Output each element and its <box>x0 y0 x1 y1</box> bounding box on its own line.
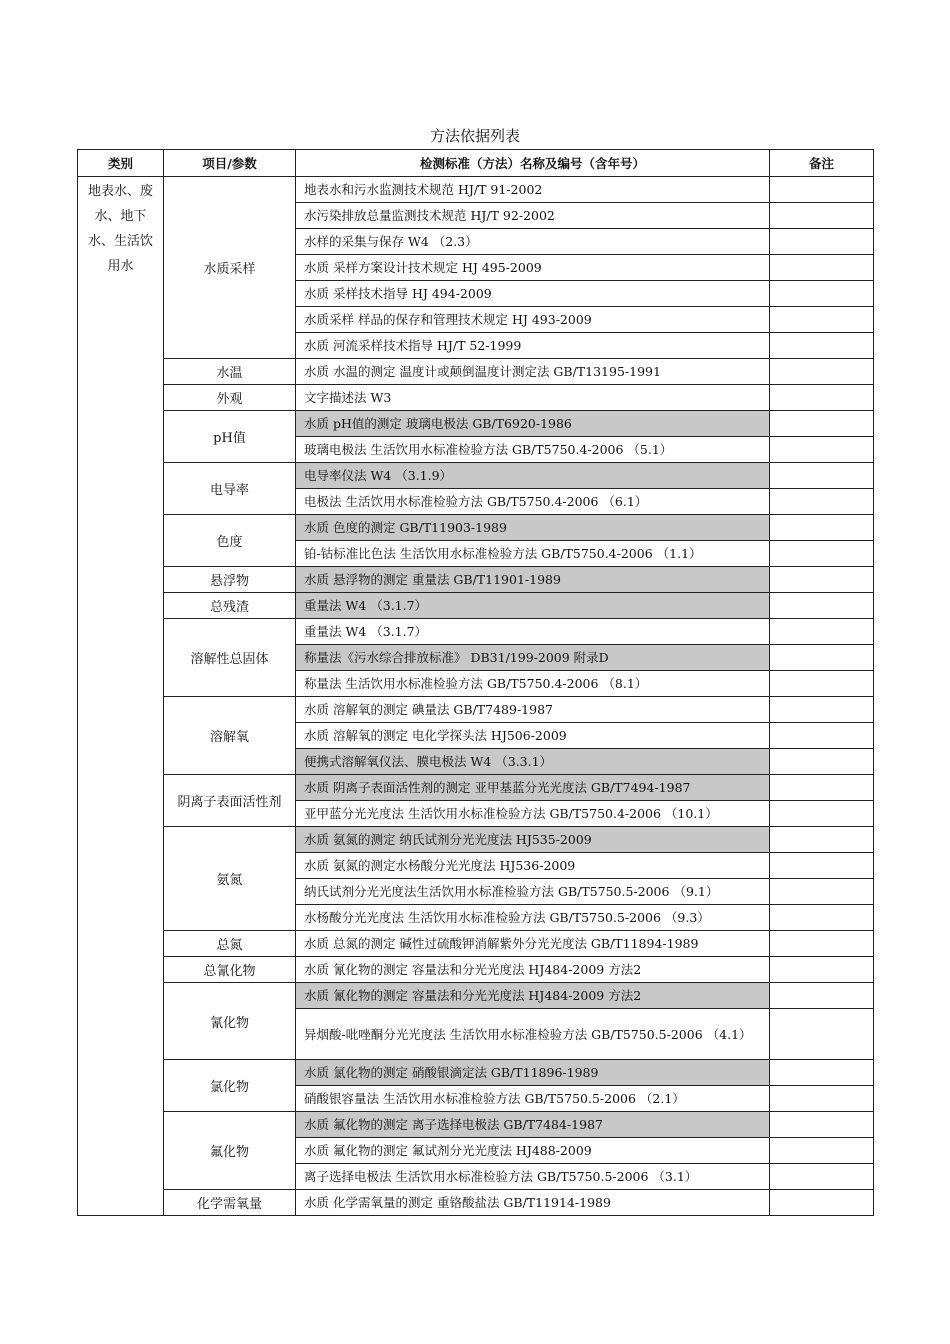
standard-cell <box>296 1190 770 1216</box>
standard-cell <box>296 1112 770 1138</box>
parameter-cell: 溶解性总固体 <box>164 619 296 697</box>
table-row <box>78 1190 874 1216</box>
standard-cell <box>296 931 770 957</box>
standard-text: 水质 悬浮物的测定 重量法 GB/T11901-1989 <box>304 572 561 587</box>
note-cell <box>770 515 874 541</box>
standard-cell <box>296 307 770 333</box>
note-cell <box>770 879 874 905</box>
parameter-cell: 外观 <box>164 385 296 411</box>
standard-cell <box>296 177 770 203</box>
table-row <box>78 931 874 957</box>
parameter-cell: 阴离子表面活性剂 <box>164 775 296 827</box>
standard-text: 水质 水温的测定 温度计或颠倒温度计测定法 GB/T13195-1991 <box>304 364 661 379</box>
header-standard: 检测标准（方法）名称及编号（含年号） <box>296 150 770 177</box>
parameter-cell: 溶解氧 <box>164 697 296 775</box>
table-row <box>78 697 874 723</box>
table-row <box>78 619 874 645</box>
note-cell <box>770 957 874 983</box>
standard-cell <box>296 775 770 801</box>
standard-text: 亚甲蓝分光光度法 生活饮用水标准检验方法 GB/T5750.4-2006 （10.1） <box>304 806 718 821</box>
note-cell <box>770 1138 874 1164</box>
header-note: 备注 <box>770 150 874 177</box>
note-cell <box>770 853 874 879</box>
standard-text: 水质 氰化物的测定 容量法和分光光度法 HJ484-2009 方法2 <box>304 988 642 1003</box>
standard-text: 异烟酸-吡唑酮分光光度法 生活饮用水标准检验方法 GB/T5750.5-2006 （4.1） <box>304 1026 752 1042</box>
table-row <box>78 1112 874 1138</box>
standard-text: 水质 采样技术指导 HJ 494-2009 <box>304 286 492 301</box>
standard-cell <box>296 333 770 359</box>
standard-text: 水质 pH值的测定 玻璃电极法 GB/T6920-1986 <box>304 416 572 431</box>
note-cell <box>770 827 874 853</box>
note-cell <box>770 645 874 671</box>
table-row <box>78 359 874 385</box>
table-row <box>78 1060 874 1086</box>
standard-text: 水质 氟化物的测定 离子选择电极法 GB/T7484-1987 <box>304 1117 603 1132</box>
standard-text: 水质 化学需氧量的测定 重铬酸盐法 GB/T11914-1989 <box>304 1195 611 1210</box>
header-category: 类别 <box>78 150 164 177</box>
note-cell <box>770 1164 874 1190</box>
note-cell <box>770 463 874 489</box>
parameter-cell: 化学需氧量 <box>164 1190 296 1216</box>
note-cell <box>770 255 874 281</box>
standard-cell <box>296 567 770 593</box>
table-row <box>78 385 874 411</box>
standard-cell <box>296 619 770 645</box>
standard-text: 重量法 W4 （3.1.7） <box>304 598 428 613</box>
standard-cell <box>296 203 770 229</box>
note-cell <box>770 411 874 437</box>
standard-cell <box>296 983 770 1009</box>
standard-text: 铂-钴标准比色法 生活饮用水标准检验方法 GB/T5750.4-2006 （1.1） <box>304 546 702 561</box>
standard-text: 水质 总氮的测定 碱性过硫酸钾消解紫外分光光度法 GB/T11894-1989 <box>304 936 699 951</box>
table-row <box>78 827 874 853</box>
standard-text: 便携式溶解氧仪法、膜电极法 W4 （3.3.1） <box>304 754 553 769</box>
standard-cell <box>296 697 770 723</box>
methods-table-body <box>78 177 874 1216</box>
standard-text: 水杨酸分光光度法 生活饮用水标准检验方法 GB/T5750.5-2006 （9.3） <box>304 910 710 925</box>
note-cell <box>770 385 874 411</box>
standard-text: 称量法《污水综合排放标准》 DB31/199-2009 附录D <box>304 650 609 665</box>
note-cell <box>770 307 874 333</box>
parameter-cell: 悬浮物 <box>164 567 296 593</box>
standard-text: 电极法 生活饮用水标准检验方法 GB/T5750.4-2006 （6.1） <box>304 494 648 509</box>
standard-cell <box>296 1009 770 1060</box>
standard-text: 水质 阴离子表面活性剂的测定 亚甲基蓝分光光度法 GB/T7494-1987 <box>304 780 691 795</box>
note-cell <box>770 489 874 515</box>
parameter-cell: 总氰化物 <box>164 957 296 983</box>
parameter-cell: 氨氮 <box>164 827 296 931</box>
standard-text: 水质 氨氮的测定水杨酸分光光度法 HJ536-2009 <box>304 858 576 873</box>
standard-cell <box>296 723 770 749</box>
note-cell <box>770 229 874 255</box>
standard-cell <box>296 1164 770 1190</box>
standard-cell <box>296 437 770 463</box>
standard-text: 水质 采样方案设计技术规定 HJ 495-2009 <box>304 260 542 275</box>
standard-cell <box>296 281 770 307</box>
standard-text: 水质 色度的测定 GB/T11903-1989 <box>304 520 507 535</box>
note-cell <box>770 1060 874 1086</box>
note-cell <box>770 1112 874 1138</box>
table-row <box>78 957 874 983</box>
note-cell <box>770 983 874 1009</box>
standard-cell <box>296 463 770 489</box>
standard-text: 离子选择电极法 生活饮用水标准检验方法 GB/T5750.5-2006 （3.1） <box>304 1169 698 1184</box>
note-cell <box>770 593 874 619</box>
table-row <box>78 411 874 437</box>
table-row <box>78 463 874 489</box>
note-cell <box>770 723 874 749</box>
standard-text: 水质采样 样品的保存和管理技术规定 HJ 493-2009 <box>304 312 592 327</box>
note-cell <box>770 697 874 723</box>
standard-cell <box>296 957 770 983</box>
note-cell <box>770 671 874 697</box>
note-cell <box>770 1009 874 1060</box>
standard-cell <box>296 1060 770 1086</box>
note-cell <box>770 801 874 827</box>
standard-cell <box>296 411 770 437</box>
table-header-row <box>78 150 874 177</box>
standard-text: 硝酸银容量法 生活饮用水标准检验方法 GB/T5750.5-2006 （2.1） <box>304 1091 685 1106</box>
standard-cell <box>296 255 770 281</box>
standard-text: 水质 氟化物的测定 氟试剂分光光度法 HJ488-2009 <box>304 1143 592 1158</box>
parameter-cell: 电导率 <box>164 463 296 515</box>
standard-cell <box>296 879 770 905</box>
standard-text: 水样的采集与保存 W4 （2.3） <box>304 234 478 249</box>
table-row <box>78 515 874 541</box>
table-row <box>78 983 874 1009</box>
note-cell <box>770 905 874 931</box>
standard-cell <box>296 489 770 515</box>
note-cell <box>770 203 874 229</box>
standard-text: 水质 溶解氧的测定 碘量法 GB/T7489-1987 <box>304 702 553 717</box>
note-cell <box>770 177 874 203</box>
note-cell <box>770 567 874 593</box>
parameter-cell: 总氮 <box>164 931 296 957</box>
note-cell <box>770 333 874 359</box>
standard-cell <box>296 749 770 775</box>
note-cell <box>770 1190 874 1216</box>
standard-cell <box>296 905 770 931</box>
standard-text: 称量法 生活饮用水标准检验方法 GB/T5750.4-2006 （8.1） <box>304 676 648 691</box>
table-row <box>78 593 874 619</box>
standard-cell <box>296 541 770 567</box>
standard-text: 文字描述法 W3 <box>304 390 392 405</box>
standard-cell <box>296 801 770 827</box>
table-row <box>78 177 874 203</box>
note-cell <box>770 281 874 307</box>
parameter-cell: 总残渣 <box>164 593 296 619</box>
note-cell <box>770 619 874 645</box>
parameter-cell: 水质采样 <box>164 177 296 359</box>
table-row <box>78 775 874 801</box>
note-cell <box>770 359 874 385</box>
standard-text: 水质 溶解氧的测定 电化学探头法 HJ506-2009 <box>304 728 567 743</box>
parameter-cell: 氯化物 <box>164 1060 296 1112</box>
parameter-cell: 氰化物 <box>164 983 296 1060</box>
category-cell: 地表水、废水、地下水、生活饮用水 <box>78 177 164 1216</box>
note-cell <box>770 775 874 801</box>
note-cell <box>770 931 874 957</box>
methods-table <box>77 149 874 1216</box>
parameter-cell: 水温 <box>164 359 296 385</box>
parameter-cell: pH值 <box>164 411 296 463</box>
standard-cell <box>296 1086 770 1112</box>
note-cell <box>770 1086 874 1112</box>
standard-text: 重量法 W4 （3.1.7） <box>304 624 428 639</box>
header-item: 项目/参数 <box>164 150 296 177</box>
standard-cell <box>296 853 770 879</box>
standard-text: 电导率仪法 W4 （3.1.9） <box>304 468 453 483</box>
standard-cell <box>296 1138 770 1164</box>
standard-cell <box>296 671 770 697</box>
standard-cell <box>296 827 770 853</box>
standard-text: 水污染排放总量监测技术规范 HJ/T 92-2002 <box>304 208 555 223</box>
standard-cell <box>296 229 770 255</box>
standard-cell <box>296 593 770 619</box>
note-cell <box>770 541 874 567</box>
standard-text: 水质 河流采样技术指导 HJ/T 52-1999 <box>304 338 522 353</box>
note-cell <box>770 437 874 463</box>
standard-text: 水质 氯化物的测定 硝酸银滴定法 GB/T11896-1989 <box>304 1065 599 1080</box>
standard-text: 地表水和污水监测技术规范 HJ/T 91-2002 <box>304 182 543 197</box>
parameter-cell: 氟化物 <box>164 1112 296 1190</box>
parameter-cell: 色度 <box>164 515 296 567</box>
standard-text: 纳氏试剂分光光度法生活饮用水标准检验方法 GB/T5750.5-2006 （9.1） <box>304 884 719 899</box>
standard-cell <box>296 359 770 385</box>
note-cell <box>770 749 874 775</box>
standard-cell <box>296 645 770 671</box>
standard-text: 水质 氰化物的测定 容量法和分光光度法 HJ484-2009 方法2 <box>304 962 642 977</box>
standard-cell <box>296 515 770 541</box>
standard-cell <box>296 385 770 411</box>
table-row <box>78 567 874 593</box>
document-title: 方法依据列表 <box>429 127 520 145</box>
standard-text: 水质 氨氮的测定 纳氏试剂分光光度法 HJ535-2009 <box>304 832 592 847</box>
standard-text: 玻璃电极法 生活饮用水标准检验方法 GB/T5750.4-2006 （5.1） <box>304 442 673 457</box>
